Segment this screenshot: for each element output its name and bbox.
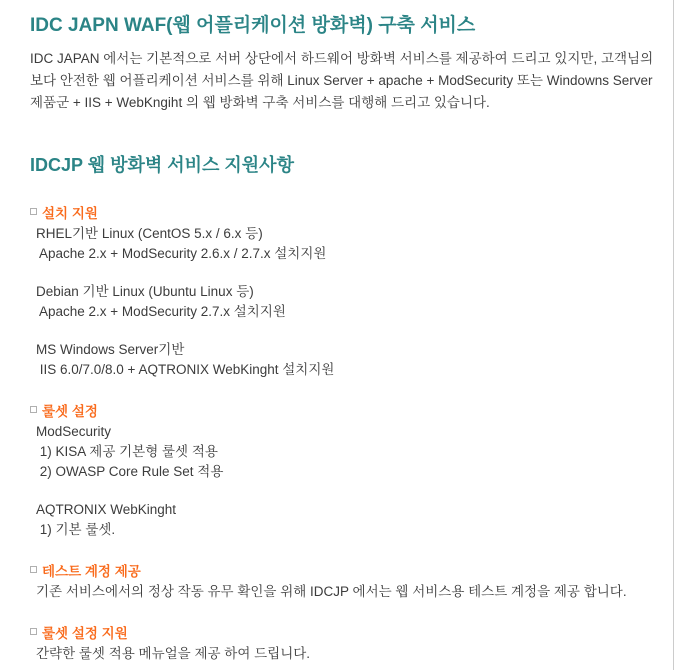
section-heading [30, 624, 680, 640]
os-group-debian [36, 282, 680, 322]
section-heading-label: 설치 지원 [42, 206, 98, 221]
text-line: RHEL기반 Linux (CentOS 5.x / 6.x 등) [36, 226, 263, 241]
section-ruleset-support [30, 624, 680, 664]
intro-paragraph: IDC JAPAN 에서는 기본적으로 서버 상단에서 하드웨어 방화벽 서비스를 제공하여 드리고 있지만, 고객님의 보다 안전한 웹 어플리케이션 서비스를 위해 Linux Server + apache + ModSecurity 또는 Windowns Server 제품군 + IIS + WebKngiht 의 웹 방화벽 구축 서비스를 대행해 드리고 있습니다. [30, 51, 654, 110]
text-line: ModSecurity [36, 424, 112, 439]
text-line: 2) OWASP Core Rule Set 적용 [36, 464, 224, 479]
os-group-rhel [36, 224, 680, 264]
bullet-square-icon [30, 406, 37, 413]
text-line: 기존 서비스에서의 정상 작동 유무 확인을 위해 IDCJP 에서는 웹 서비스용 테스트 계정을 제공 합니다. [36, 584, 627, 599]
bullet-square-icon [30, 566, 37, 573]
text-line: 1) 기본 룰셋. [36, 522, 116, 537]
os-group-windows [36, 340, 680, 380]
page-title: IDC JAPN WAF(웹 어플리케이션 방화벽) 구축 서비스 [30, 15, 476, 36]
section-heading-label: 룰셋 설정 지원 [42, 626, 128, 641]
text-line: Apache 2.x + ModSecurity 2.7.x 설치지원 [36, 304, 286, 319]
section-heading [30, 402, 680, 418]
text-line: 간략한 룰셋 적용 메뉴얼을 제공 하여 드립니다. [36, 646, 311, 661]
text-line: AQTRONIX WebKinght [36, 502, 177, 517]
ruleset-group-modsecurity [36, 422, 680, 482]
text-line: 1) KISA 제공 기본형 룰셋 적용 [36, 444, 218, 459]
section-heading [30, 562, 680, 578]
bullet-square-icon [30, 208, 37, 215]
text-line: IIS 6.0/7.0/8.0 + AQTRONIX WebKinght 설치지원 [36, 362, 335, 377]
section-install-support [30, 204, 680, 380]
right-border-divider [673, 0, 674, 670]
ruleset-group-webknight [36, 500, 680, 540]
section-test-account [30, 562, 680, 602]
text-line: MS Windows Server기반 [36, 342, 185, 357]
support-section-title: IDCJP 웹 방화벽 서비스 지원사항 [30, 155, 294, 175]
bullet-square-icon [30, 628, 37, 635]
support-sections [30, 204, 680, 664]
text-line: Apache 2.x + ModSecurity 2.6.x / 2.7.x 설치지원 [36, 246, 327, 261]
section-heading [30, 204, 680, 220]
test-account-group [36, 582, 680, 602]
ruleset-support-group [36, 644, 680, 664]
text-line: Debian 기반 Linux (Ubuntu Linux 등) [36, 284, 254, 299]
section-heading-label: 룰셋 설정 [42, 404, 98, 419]
section-heading-label: 테스트 계정 제공 [42, 564, 141, 579]
section-ruleset-config [30, 402, 680, 540]
